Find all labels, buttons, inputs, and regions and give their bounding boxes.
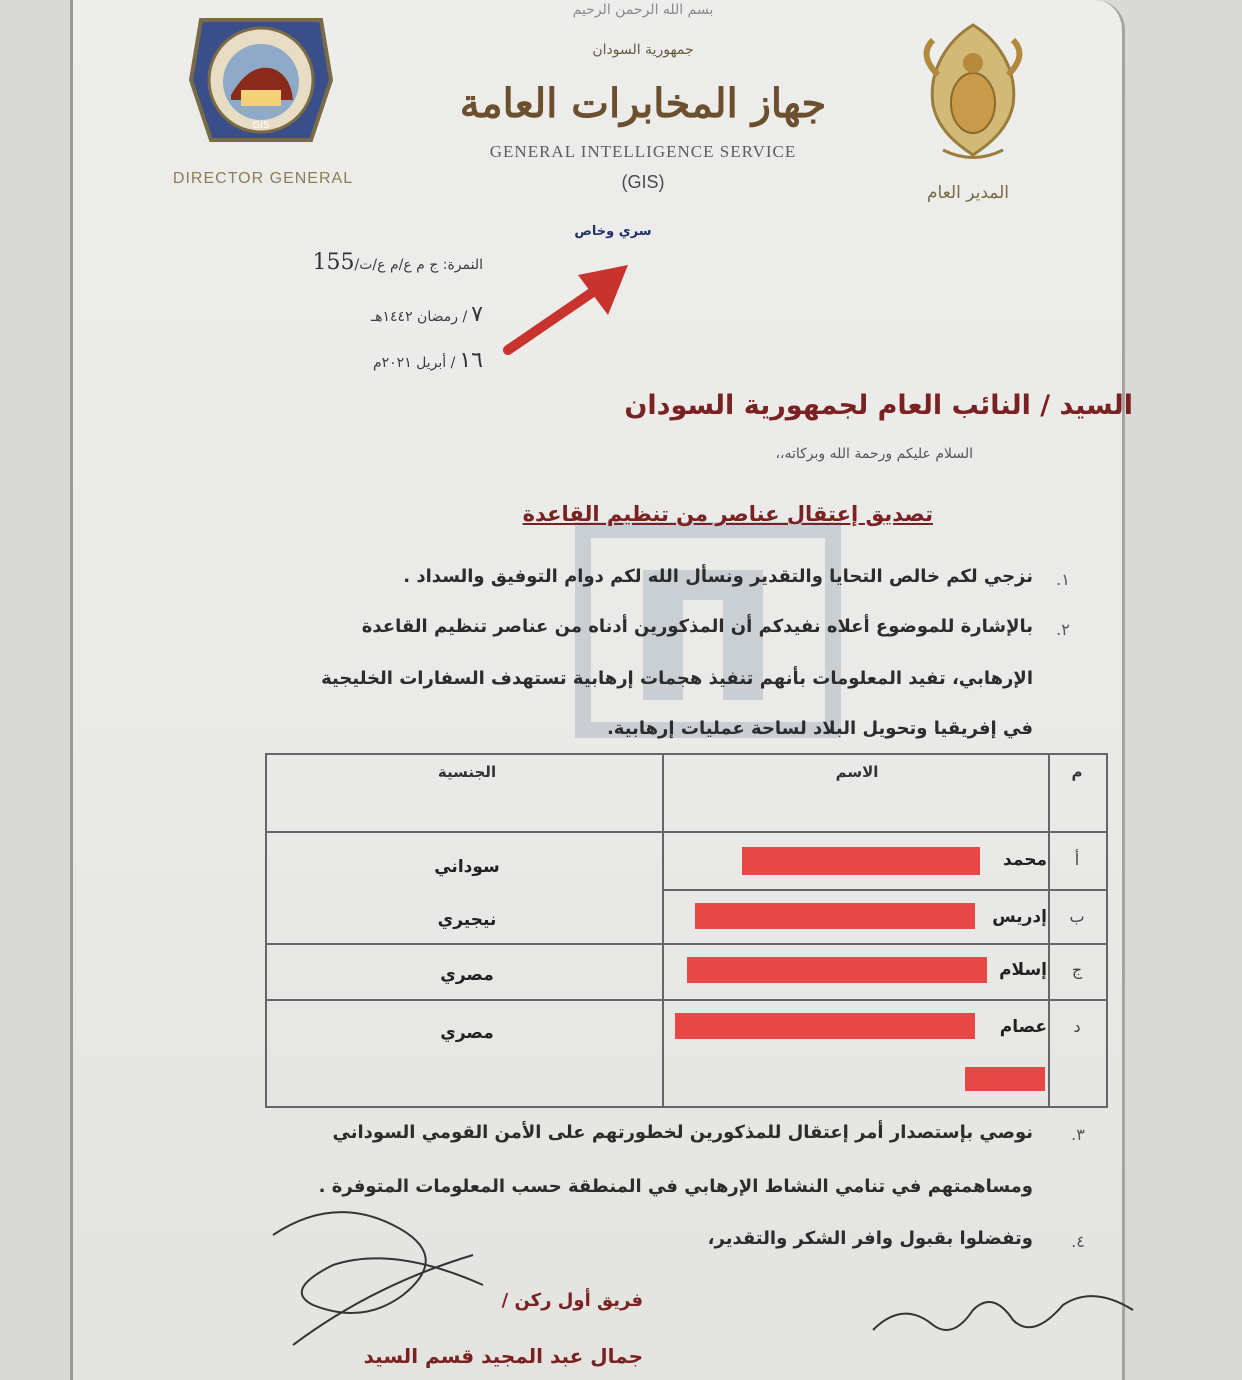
- classification-label: سري وخاص: [574, 224, 652, 239]
- row-2-name: إدريس: [992, 907, 1047, 927]
- paragraph-3-line-2: ومساهمتهم في تنامي النشاط الإرهابي في المنطقة حسب المعلومات المتوفرة .: [318, 1176, 1033, 1197]
- redaction-bar: [687, 957, 987, 983]
- sudan-coat-of-arms-icon: [908, 15, 1038, 165]
- paragraph-3-line-1: نوصي بإستصدار أمر إعتقال للمذكورين لخطورتهم على الأمن القومي السوداني: [332, 1122, 1033, 1143]
- paragraph-4-number: ٤.: [1071, 1232, 1085, 1251]
- paragraph-1: نزجي لكم خالص التحايا والتقدير ونسأل الله لكم دوام التوفيق والسداد .: [403, 566, 1033, 587]
- red-arrow-icon: [493, 250, 653, 360]
- redaction-bar: [742, 847, 980, 875]
- greeting: السلام عليكم ورحمة الله وبركاته،،: [775, 446, 973, 462]
- hijri-date-text: / رمضان ١٤٤٢هـ: [371, 309, 468, 325]
- gregorian-date: [223, 348, 483, 373]
- paragraph-1-number: ١.: [1056, 570, 1070, 589]
- paragraph-2-line-3: في إفريقيا وتحويل البلاد لساحة عمليات إرهابية.: [606, 718, 1033, 739]
- gregorian-date-text: / أبريل ٢٠٢١م: [372, 355, 456, 371]
- reference-number-label: النمرة: ج م ع/م ع/ت/: [354, 257, 483, 273]
- row-2-nationality: نيجيري: [437, 910, 497, 930]
- row-1-nationality: سوداني: [434, 857, 500, 877]
- agency-abbr: (GIS): [621, 172, 665, 192]
- redaction-bar: [965, 1067, 1045, 1091]
- row-3-nationality: مصري: [440, 965, 494, 985]
- header-name: الاسم: [835, 763, 879, 781]
- row-2-index: ب: [1069, 907, 1085, 926]
- signatory-name: جمال عبد المجيد قسم السيد: [363, 1344, 643, 1368]
- reference-number: [223, 250, 483, 275]
- subject-line: تصديق إعتقال عناصر من تنظيم القاعدة: [522, 502, 933, 526]
- signatory-rank: فريق أول ركن /: [501, 1290, 643, 1311]
- redaction-bar: [695, 903, 975, 929]
- header-index: م: [1071, 763, 1083, 781]
- row-3-index: ج: [1071, 960, 1083, 979]
- svg-text:GIS: GIS: [252, 120, 270, 131]
- paragraph-4: وتفضلوا بقبول وافر الشكر والتقدير،: [707, 1228, 1033, 1249]
- director-general-ar: المدير العام: [927, 183, 1009, 203]
- agency-name-ar: جهاز المخابرات العامة: [459, 80, 827, 127]
- gregorian-day: ١٦: [459, 348, 483, 373]
- header-nationality: الجنسية: [437, 763, 497, 781]
- gis-emblem-icon: [181, 0, 341, 160]
- row-1-name: محمد: [1003, 850, 1047, 870]
- hijri-day: ٧: [471, 302, 483, 327]
- redaction-bar: [675, 1013, 975, 1039]
- row-4-nationality: مصري: [440, 1023, 494, 1043]
- row-4-name: عصام: [999, 1017, 1047, 1037]
- agency-name-en: GENERAL INTELLIGENCE SERVICE: [489, 142, 797, 161]
- reference-number-value: 155: [312, 250, 355, 275]
- handwritten-annotation-icon: [863, 1280, 1143, 1350]
- document-sheet: [70, 0, 1133, 1380]
- suspects-table: [265, 753, 1108, 1108]
- paragraph-3-number: ٣.: [1071, 1125, 1085, 1144]
- row-1-index: أ: [1074, 850, 1080, 869]
- handwritten-signature-icon: [253, 1195, 513, 1355]
- paragraph-2-line-2: الإرهابي، تفيد المعلومات بأنهم تنفيذ هجمات إرهابية تستهدف السفارات الخليجية: [321, 668, 1033, 689]
- republic-name: جمهورية السودان: [592, 42, 694, 58]
- addressee: السيد / النائب العام لجمهورية السودان: [624, 390, 1133, 421]
- row-3-name: إسلام: [999, 960, 1047, 980]
- director-general-en: DIRECTOR GENERAL: [172, 170, 354, 187]
- row-4-index: د: [1073, 1017, 1081, 1036]
- basmala: بسم الله الرحمن الرحيم: [572, 2, 714, 18]
- hijri-date: [223, 302, 483, 327]
- paragraph-2-line-1: بالإشارة للموضوع أعلاه نفيدكم أن المذكورين أدناه من عناصر تنظيم القاعدة: [361, 616, 1033, 637]
- paragraph-2-number: ٢.: [1056, 620, 1070, 639]
